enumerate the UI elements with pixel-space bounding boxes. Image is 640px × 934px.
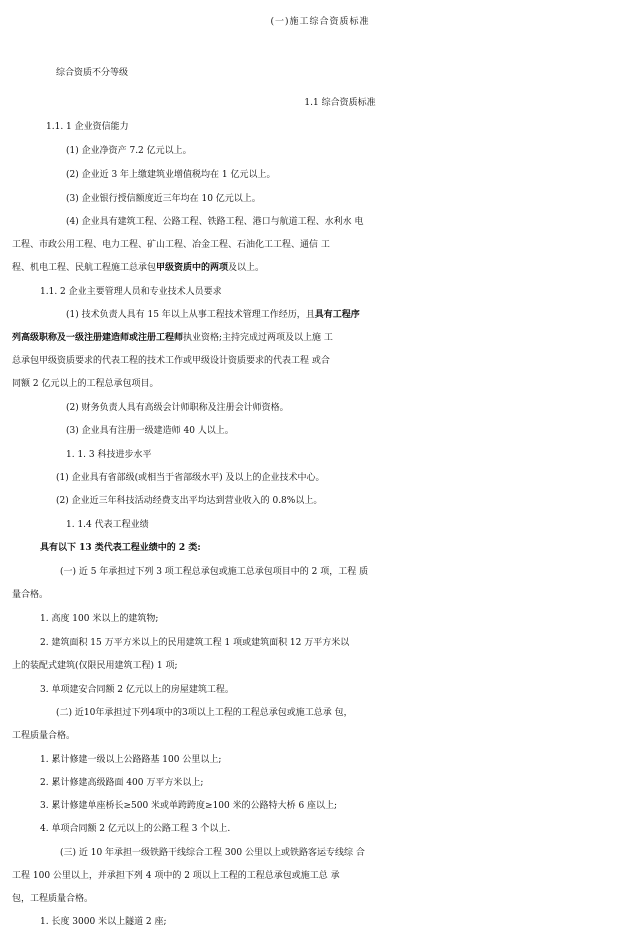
clause-heading: 1.1. 2 企业主要管理人员和专业技术人员要求 — [40, 287, 222, 297]
text-run: 执业资格;主持完成过两项及以上施 工 — [183, 333, 333, 343]
paragraph-line: (4) 企业具有建筑工程、公路工程、铁路工程、港口与航道工程、水利水 电 — [66, 217, 364, 227]
list-item: (1) 企业具有省部级(或相当于省部级水平) 及以上的企业技术中心。 — [56, 473, 325, 483]
emphasis-text: 甲级资质中的两项 — [156, 263, 229, 273]
paragraph-line: 工程、市政公用工程、电力工程、矿山工程、冶金工程、石油化工工程、通信 工 — [12, 240, 330, 250]
clause-heading: 1. 1.4 代表工程业绩 — [66, 520, 149, 530]
section-heading: 1.1 综合资质标准 — [304, 98, 376, 108]
list-item: 1. 高度 100 米以上的建筑物; — [40, 614, 159, 624]
text-run: 及以上。 — [228, 263, 265, 273]
list-item: 2. 累计修建高级路面 400 万平方米以上; — [40, 778, 204, 788]
list-item: (1) 企业净资产 7.2 亿元以上。 — [66, 146, 192, 156]
paragraph-line: (三) 近 10 年承担一级铁路干线综合工程 300 公里以上或铁路客运专线综 合 — [60, 848, 365, 858]
emphasis-text: 具有工程序 — [314, 310, 360, 320]
list-item: 1. 累计修建一级以上公路路基 100 公里以上; — [40, 755, 222, 765]
clause-heading: 1. 1. 3 科技进步水平 — [66, 450, 152, 460]
paragraph-line: 上的装配式建筑(仅限民用建筑工程) 1 项; — [12, 661, 178, 671]
list-item: (2) 财务负责人具有高级会计师职称及注册会计师资格。 — [66, 403, 289, 413]
paragraph-line: 包，工程质量合格。 — [12, 894, 94, 904]
list-item: 3. 累计修建单座桥长≥500 米或单跨跨度≥100 米的公路特大桥 6 座以上; — [40, 801, 338, 811]
emphasis-heading: 具有以下 13 类代表工程业绩中的 2 类: — [40, 543, 201, 553]
subtitle: 综合资质不分等级 — [56, 68, 129, 78]
paragraph-line: 总承包甲级资质要求的代表工程的技术工作或甲级设计资质要求的代表工程 或合 — [12, 356, 330, 366]
list-item: (2) 企业近三年科技活动经费支出平均达到营业收入的 0.8%以上。 — [56, 496, 323, 506]
list-item: 4. 单项合同额 2 亿元以上的公路工程 3 个以上. — [40, 824, 231, 834]
list-item: 3. 单项建安合同额 2 亿元以上的房屋建筑工程。 — [40, 685, 234, 695]
list-item: (3) 企业具有注册一级建造师 40 人以上。 — [66, 426, 234, 436]
paragraph-line: 工程 100 公里以上，并承担下列 4 项中的 2 项以上工程的工程总承包或施工总 承 — [12, 871, 340, 881]
paragraph-line: 量合格。 — [12, 590, 49, 600]
list-item: 1. 长度 3000 米以上隧道 2 座; — [40, 917, 167, 927]
paragraph-line: (一) 近 5 年承担过下列 3 项工程总承包或施工总承包项目中的 2 项，工程 质 — [60, 567, 369, 577]
list-item: 2. 建筑面积 15 万平方米以上的民用建筑工程 1 项或建筑面积 12 万平方米以 — [40, 638, 350, 648]
list-item: (2) 企业近 3 年上缴建筑业增值税均在 1 亿元以上。 — [66, 170, 276, 180]
paragraph-line — [12, 328, 640, 350]
text-run: 程、机电工程、民航工程施工总承包 — [12, 263, 157, 273]
text-run: (1) 技术负责人具有 15 年以上从事工程技术管理工作经历，且 — [66, 310, 315, 320]
document-title: (一)施工综合资质标准 — [270, 17, 370, 27]
paragraph-line: 工程质量合格。 — [12, 731, 76, 741]
clause-heading: 1.1. 1 企业资信能力 — [46, 122, 129, 132]
list-item: (3) 企业银行授信额度近三年均在 10 亿元以上。 — [66, 194, 261, 204]
paragraph-line — [12, 258, 640, 280]
emphasis-text: 列高级职称及一级注册建造师或注册工程师 — [12, 333, 184, 343]
paragraph-line — [66, 305, 640, 327]
paragraph-line: (二) 近10年承担过下列4项中的3项以上工程的工程总承包或施工总承 包， — [56, 708, 353, 718]
paragraph-line: 同额 2 亿元以上的工程总承包项目。 — [12, 379, 159, 389]
